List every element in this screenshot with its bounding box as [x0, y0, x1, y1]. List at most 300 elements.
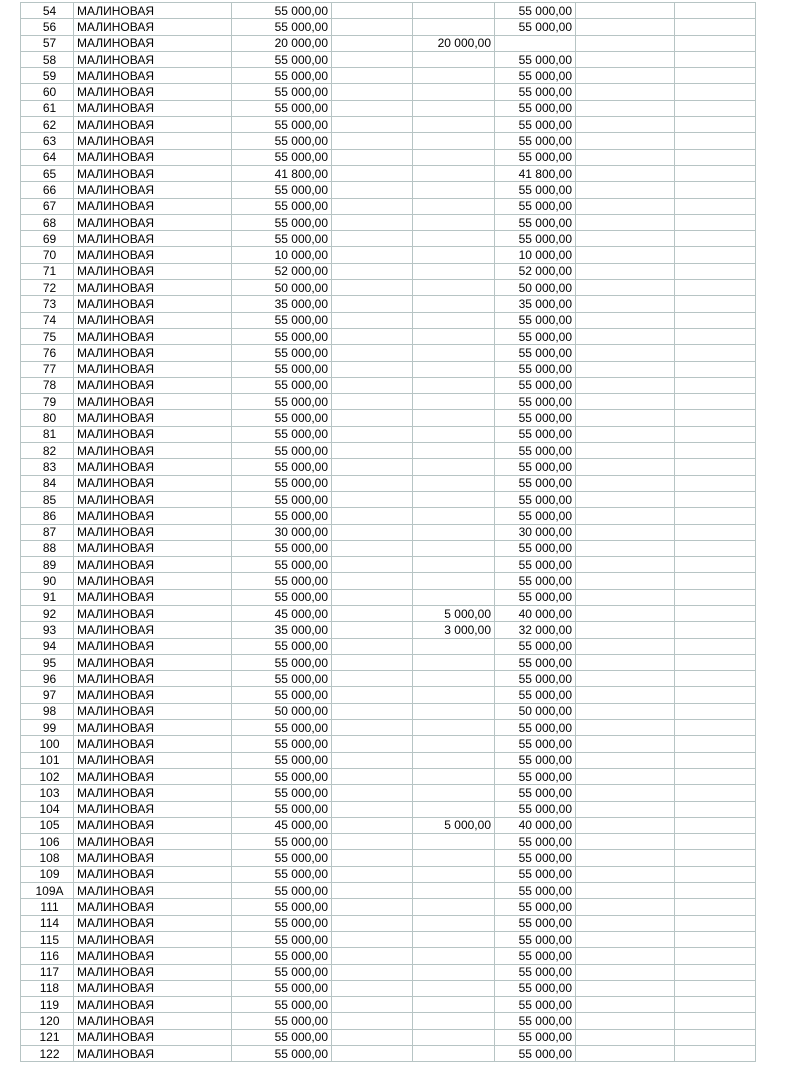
table-row [21, 866, 756, 882]
table-row [21, 475, 756, 491]
table-row [21, 491, 756, 507]
street-cell: МАЛИНОВАЯ [74, 410, 232, 426]
table-row [21, 801, 756, 817]
blank-cell [332, 361, 413, 377]
table-row [21, 850, 756, 866]
note-cell [576, 198, 675, 214]
balance-cell: 55 000,00 [495, 752, 576, 768]
paid-cell [413, 980, 495, 996]
paid-cell [413, 182, 495, 198]
street-cell: МАЛИНОВАЯ [74, 948, 232, 964]
blank-cell [332, 328, 413, 344]
balance-cell: 55 000,00 [495, 866, 576, 882]
amount-cell: 52 000,00 [232, 263, 332, 279]
street-cell: МАЛИНОВАЯ [74, 1029, 232, 1045]
table-row [21, 997, 756, 1013]
balance-cell: 55 000,00 [495, 459, 576, 475]
amount-cell: 55 000,00 [232, 198, 332, 214]
balance-cell: 55 000,00 [495, 638, 576, 654]
note-cell [576, 426, 675, 442]
note-cell [576, 605, 675, 621]
blank-cell [332, 980, 413, 996]
empty-cell [675, 296, 756, 312]
note-cell [576, 736, 675, 752]
note-cell [576, 768, 675, 784]
empty-cell [675, 622, 756, 638]
paid-cell [413, 280, 495, 296]
empty-cell [675, 1029, 756, 1045]
balance-cell: 55 000,00 [495, 68, 576, 84]
blank-cell [332, 997, 413, 1013]
balance-cell: 10 000,00 [495, 247, 576, 263]
table-row [21, 573, 756, 589]
table-row [21, 622, 756, 638]
balance-cell: 55 000,00 [495, 654, 576, 670]
paid-cell [413, 1046, 495, 1062]
street-cell: МАЛИНОВАЯ [74, 997, 232, 1013]
note-cell [576, 752, 675, 768]
balance-cell: 55 000,00 [495, 443, 576, 459]
street-cell: МАЛИНОВАЯ [74, 557, 232, 573]
balance-cell: 55 000,00 [495, 931, 576, 947]
table-row [21, 68, 756, 84]
note-cell [576, 263, 675, 279]
table-row [21, 328, 756, 344]
amount-cell: 55 000,00 [232, 394, 332, 410]
paid-cell [413, 948, 495, 964]
balance-cell: 55 000,00 [495, 671, 576, 687]
house-number-cell: 64 [21, 149, 74, 165]
house-number-cell: 102 [21, 768, 74, 784]
street-cell: МАЛИНОВАЯ [74, 182, 232, 198]
amount-cell: 55 000,00 [232, 752, 332, 768]
house-number-cell: 96 [21, 671, 74, 687]
empty-cell [675, 589, 756, 605]
empty-cell [675, 654, 756, 670]
house-number-cell: 69 [21, 231, 74, 247]
empty-cell [675, 361, 756, 377]
note-cell [576, 165, 675, 181]
note-cell [576, 19, 675, 35]
balance-cell: 55 000,00 [495, 997, 576, 1013]
street-cell: МАЛИНОВАЯ [74, 605, 232, 621]
table-row [21, 426, 756, 442]
paid-cell: 3 000,00 [413, 622, 495, 638]
amount-cell: 55 000,00 [232, 3, 332, 19]
blank-cell [332, 182, 413, 198]
amount-cell: 55 000,00 [232, 84, 332, 100]
paid-cell [413, 785, 495, 801]
blank-cell [332, 931, 413, 947]
table-row [21, 443, 756, 459]
paid-cell [413, 768, 495, 784]
blank-cell [332, 280, 413, 296]
blank-cell [332, 1029, 413, 1045]
street-cell: МАЛИНОВАЯ [74, 35, 232, 51]
house-number-cell: 95 [21, 654, 74, 670]
house-number-cell: 97 [21, 687, 74, 703]
note-cell [576, 475, 675, 491]
table-row [21, 1013, 756, 1029]
house-number-cell: 101 [21, 752, 74, 768]
note-cell [576, 149, 675, 165]
blank-cell [332, 394, 413, 410]
street-cell: МАЛИНОВАЯ [74, 263, 232, 279]
amount-cell: 55 000,00 [232, 931, 332, 947]
balance-cell: 32 000,00 [495, 622, 576, 638]
balance-cell: 30 000,00 [495, 524, 576, 540]
table-row [21, 589, 756, 605]
note-cell [576, 345, 675, 361]
house-number-cell: 103 [21, 785, 74, 801]
amount-cell: 55 000,00 [232, 426, 332, 442]
street-cell: МАЛИНОВАЯ [74, 915, 232, 931]
house-number-cell: 56 [21, 19, 74, 35]
balance-cell: 55 000,00 [495, 540, 576, 556]
table-row [21, 605, 756, 621]
amount-cell: 20 000,00 [232, 35, 332, 51]
street-cell: МАЛИНОВАЯ [74, 768, 232, 784]
paid-cell [413, 117, 495, 133]
amount-cell: 55 000,00 [232, 915, 332, 931]
balance-cell: 55 000,00 [495, 133, 576, 149]
house-number-cell: 106 [21, 834, 74, 850]
balance-cell: 55 000,00 [495, 328, 576, 344]
street-cell: МАЛИНОВАЯ [74, 622, 232, 638]
paid-cell [413, 426, 495, 442]
paid-cell [413, 312, 495, 328]
street-cell: МАЛИНОВАЯ [74, 687, 232, 703]
empty-cell [675, 247, 756, 263]
house-number-cell: 61 [21, 100, 74, 116]
blank-cell [332, 19, 413, 35]
paid-cell [413, 573, 495, 589]
house-number-cell: 87 [21, 524, 74, 540]
empty-cell [675, 3, 756, 19]
paid-cell [413, 687, 495, 703]
note-cell [576, 866, 675, 882]
street-cell: МАЛИНОВАЯ [74, 508, 232, 524]
blank-cell [332, 1046, 413, 1062]
paid-cell [413, 915, 495, 931]
paid-cell [413, 524, 495, 540]
paid-cell [413, 443, 495, 459]
blank-cell [332, 540, 413, 556]
street-cell: МАЛИНОВАЯ [74, 980, 232, 996]
balance-cell: 55 000,00 [495, 394, 576, 410]
note-cell [576, 296, 675, 312]
house-number-cell: 88 [21, 540, 74, 556]
house-number-cell: 76 [21, 345, 74, 361]
paid-cell [413, 328, 495, 344]
note-cell [576, 443, 675, 459]
note-cell [576, 1013, 675, 1029]
street-cell: МАЛИНОВАЯ [74, 51, 232, 67]
house-number-cell: 54 [21, 3, 74, 19]
street-cell: МАЛИНОВАЯ [74, 931, 232, 947]
balance-cell: 40 000,00 [495, 817, 576, 833]
street-cell: МАЛИНОВАЯ [74, 328, 232, 344]
paid-cell [413, 540, 495, 556]
balance-cell: 55 000,00 [495, 51, 576, 67]
paid-cell [413, 247, 495, 263]
house-number-cell: 109А [21, 883, 74, 899]
note-cell [576, 997, 675, 1013]
note-cell [576, 915, 675, 931]
empty-cell [675, 785, 756, 801]
balance-cell: 55 000,00 [495, 377, 576, 393]
paid-cell [413, 850, 495, 866]
empty-cell [675, 997, 756, 1013]
empty-cell [675, 312, 756, 328]
blank-cell [332, 165, 413, 181]
amount-cell: 55 000,00 [232, 1013, 332, 1029]
street-cell: МАЛИНОВАЯ [74, 850, 232, 866]
balance-cell: 55 000,00 [495, 736, 576, 752]
note-cell [576, 622, 675, 638]
table-row [21, 296, 756, 312]
blank-cell [332, 524, 413, 540]
balance-cell: 55 000,00 [495, 1013, 576, 1029]
street-cell: МАЛИНОВАЯ [74, 133, 232, 149]
street-cell: МАЛИНОВАЯ [74, 589, 232, 605]
street-cell: МАЛИНОВАЯ [74, 866, 232, 882]
house-number-cell: 68 [21, 214, 74, 230]
house-number-cell: 58 [21, 51, 74, 67]
balance-cell: 55 000,00 [495, 980, 576, 996]
table-row [21, 899, 756, 915]
paid-cell: 5 000,00 [413, 605, 495, 621]
amount-cell: 50 000,00 [232, 703, 332, 719]
table-row [21, 508, 756, 524]
street-cell: МАЛИНОВАЯ [74, 720, 232, 736]
paid-cell: 20 000,00 [413, 35, 495, 51]
table-row [21, 964, 756, 980]
blank-cell [332, 312, 413, 328]
balance-cell: 35 000,00 [495, 296, 576, 312]
table-row [21, 540, 756, 556]
balance-cell: 55 000,00 [495, 834, 576, 850]
note-cell [576, 801, 675, 817]
blank-cell [332, 671, 413, 687]
balance-cell: 55 000,00 [495, 589, 576, 605]
blank-cell [332, 475, 413, 491]
table-row [21, 410, 756, 426]
blank-cell [332, 768, 413, 784]
house-number-cell: 111 [21, 899, 74, 915]
balance-cell: 55 000,00 [495, 100, 576, 116]
blank-cell [332, 573, 413, 589]
table-row [21, 671, 756, 687]
street-cell: МАЛИНОВАЯ [74, 671, 232, 687]
table-row [21, 980, 756, 996]
amount-cell: 55 000,00 [232, 475, 332, 491]
note-cell [576, 1029, 675, 1045]
blank-cell [332, 117, 413, 133]
table-row [21, 84, 756, 100]
house-number-cell: 105 [21, 817, 74, 833]
balance-cell: 55 000,00 [495, 948, 576, 964]
empty-cell [675, 182, 756, 198]
balance-cell: 55 000,00 [495, 312, 576, 328]
empty-cell [675, 703, 756, 719]
street-cell: МАЛИНОВАЯ [74, 165, 232, 181]
house-number-cell: 90 [21, 573, 74, 589]
paid-cell [413, 133, 495, 149]
house-number-cell: 93 [21, 622, 74, 638]
house-number-cell: 114 [21, 915, 74, 931]
house-number-cell: 118 [21, 980, 74, 996]
blank-cell [332, 801, 413, 817]
table-row [21, 149, 756, 165]
blank-cell [332, 557, 413, 573]
empty-cell [675, 263, 756, 279]
note-cell [576, 687, 675, 703]
table-row [21, 720, 756, 736]
street-cell: МАЛИНОВАЯ [74, 817, 232, 833]
amount-cell: 55 000,00 [232, 312, 332, 328]
note-cell [576, 899, 675, 915]
amount-cell: 55 000,00 [232, 149, 332, 165]
amount-cell: 55 000,00 [232, 850, 332, 866]
street-cell: МАЛИНОВАЯ [74, 443, 232, 459]
balance-cell: 55 000,00 [495, 1046, 576, 1062]
house-number-cell: 80 [21, 410, 74, 426]
note-cell [576, 231, 675, 247]
note-cell [576, 328, 675, 344]
street-cell: МАЛИНОВАЯ [74, 361, 232, 377]
house-number-cell: 121 [21, 1029, 74, 1045]
empty-cell [675, 768, 756, 784]
empty-cell [675, 883, 756, 899]
table-row [21, 459, 756, 475]
balance-cell: 55 000,00 [495, 361, 576, 377]
house-number-cell: 72 [21, 280, 74, 296]
paid-cell [413, 459, 495, 475]
empty-cell [675, 834, 756, 850]
amount-cell: 55 000,00 [232, 671, 332, 687]
empty-cell [675, 491, 756, 507]
amount-cell: 55 000,00 [232, 328, 332, 344]
note-cell [576, 182, 675, 198]
blank-cell [332, 589, 413, 605]
amount-cell: 55 000,00 [232, 133, 332, 149]
blank-cell [332, 231, 413, 247]
table-row [21, 654, 756, 670]
amount-cell: 55 000,00 [232, 687, 332, 703]
blank-cell [332, 198, 413, 214]
house-number-cell: 60 [21, 84, 74, 100]
blank-cell [332, 622, 413, 638]
empty-cell [675, 540, 756, 556]
amount-cell: 55 000,00 [232, 377, 332, 393]
note-cell [576, 540, 675, 556]
amount-cell: 55 000,00 [232, 589, 332, 605]
street-cell: МАЛИНОВАЯ [74, 68, 232, 84]
blank-cell [332, 35, 413, 51]
table-row [21, 100, 756, 116]
amount-cell: 55 000,00 [232, 491, 332, 507]
blank-cell [332, 883, 413, 899]
amount-cell: 55 000,00 [232, 361, 332, 377]
table-row [21, 214, 756, 230]
street-cell: МАЛИНОВАЯ [74, 198, 232, 214]
amount-cell: 55 000,00 [232, 51, 332, 67]
empty-cell [675, 866, 756, 882]
paid-cell: 5 000,00 [413, 817, 495, 833]
paid-cell [413, 149, 495, 165]
house-number-cell: 74 [21, 312, 74, 328]
table-row [21, 687, 756, 703]
amount-cell: 55 000,00 [232, 100, 332, 116]
paid-cell [413, 671, 495, 687]
blank-cell [332, 687, 413, 703]
street-cell: МАЛИНОВАЯ [74, 280, 232, 296]
note-cell [576, 573, 675, 589]
amount-cell: 55 000,00 [232, 214, 332, 230]
table-row [21, 394, 756, 410]
balance-cell [495, 35, 576, 51]
empty-cell [675, 948, 756, 964]
amount-cell: 55 000,00 [232, 866, 332, 882]
table-row [21, 1029, 756, 1045]
amount-cell: 55 000,00 [232, 459, 332, 475]
paid-cell [413, 19, 495, 35]
table-row [21, 182, 756, 198]
blank-cell [332, 51, 413, 67]
blank-cell [332, 247, 413, 263]
empty-cell [675, 573, 756, 589]
house-number-cell: 71 [21, 263, 74, 279]
blank-cell [332, 736, 413, 752]
house-number-cell: 75 [21, 328, 74, 344]
paid-cell [413, 931, 495, 947]
balance-cell: 55 000,00 [495, 475, 576, 491]
amount-cell: 55 000,00 [232, 720, 332, 736]
paid-cell [413, 345, 495, 361]
amount-cell: 35 000,00 [232, 622, 332, 638]
note-cell [576, 817, 675, 833]
note-cell [576, 361, 675, 377]
house-number-cell: 85 [21, 491, 74, 507]
balance-cell: 55 000,00 [495, 557, 576, 573]
balance-cell: 55 000,00 [495, 117, 576, 133]
street-cell: МАЛИНОВАЯ [74, 247, 232, 263]
blank-cell [332, 426, 413, 442]
house-number-cell: 70 [21, 247, 74, 263]
empty-cell [675, 133, 756, 149]
street-cell: МАЛИНОВАЯ [74, 573, 232, 589]
blank-cell [332, 84, 413, 100]
empty-cell [675, 19, 756, 35]
note-cell [576, 394, 675, 410]
amount-cell: 55 000,00 [232, 68, 332, 84]
table-row [21, 948, 756, 964]
note-cell [576, 312, 675, 328]
paid-cell [413, 997, 495, 1013]
note-cell [576, 247, 675, 263]
blank-cell [332, 1013, 413, 1029]
street-cell: МАЛИНОВАЯ [74, 149, 232, 165]
amount-cell: 30 000,00 [232, 524, 332, 540]
note-cell [576, 410, 675, 426]
balance-cell: 55 000,00 [495, 1029, 576, 1045]
amount-cell: 55 000,00 [232, 899, 332, 915]
table-row [21, 263, 756, 279]
table-row [21, 752, 756, 768]
house-number-cell: 116 [21, 948, 74, 964]
house-number-cell: 73 [21, 296, 74, 312]
